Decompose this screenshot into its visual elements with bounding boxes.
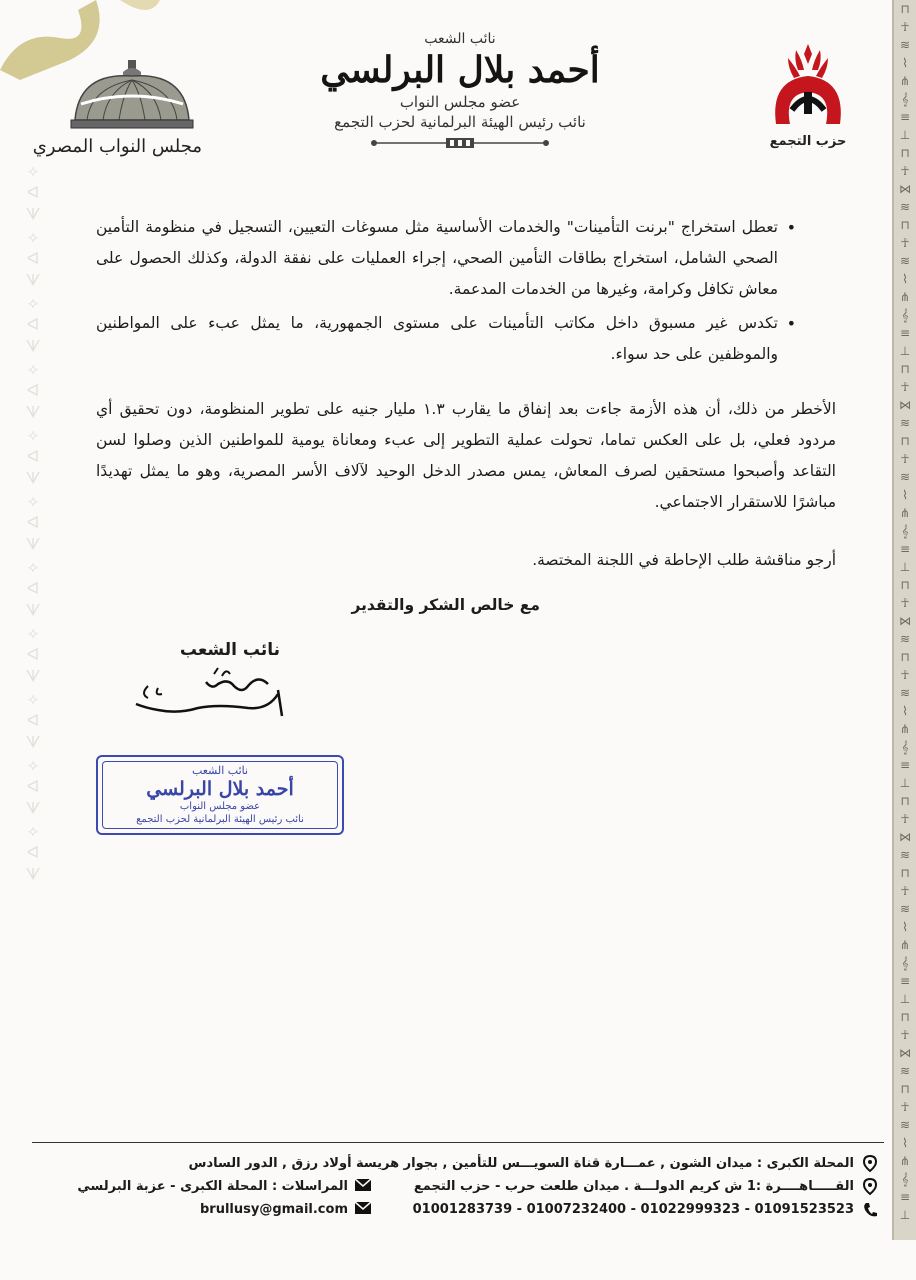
hieroglyph-glyph: ⋔ bbox=[899, 506, 911, 520]
hieroglyph-glyph: ☥ bbox=[900, 668, 910, 682]
hieroglyph-glyph: ≋ bbox=[899, 470, 911, 484]
deputy-title: نائب الشعب bbox=[424, 31, 496, 47]
hieroglyph-glyph: ⊥ bbox=[899, 776, 911, 790]
hieroglyph-glyph: 𝄞 bbox=[901, 740, 909, 754]
handwritten-signature-icon bbox=[118, 664, 288, 724]
hieroglyph-border bbox=[892, 0, 916, 1240]
hieroglyph-glyph: 𝄞 bbox=[901, 1172, 909, 1186]
list-item: • تعطل استخراج "برنت التأمينات" والخدمات الأساسية مثل مسوغات التعيين، التسجيل في منظومة التأمين الصحي الشامل، استخراج بطاقات التأمين الصحي، إجراء العمليات على نفقة الدولة، وكذلك الحصول على معاش تكافل وكرامة، وغيرها من الخدمات المدعمة. bbox=[96, 212, 796, 305]
hieroglyph-glyph: ☥ bbox=[900, 236, 910, 250]
hieroglyph-glyph: ⊥ bbox=[899, 560, 911, 574]
hieroglyph-glyph: 𝄞 bbox=[901, 308, 909, 322]
watermark-strip: ⟡ ᐊ ᗐ ⟡ ᐊ ᗐ ⟡ ᐊ ᗐ ⟡ ᐊ ᗐ ⟡ ᐊ ᗐ ⟡ ᐊ ᗐ ⟡ ᐊ ᗐ ⟡ ᐊ ᗐ ⟡ ᐊ ᗐ ⟡ ᐊ ᗐ ⟡ ᐊ ᗐ bbox=[25, 161, 41, 884]
hieroglyph-glyph: ≡ bbox=[899, 758, 911, 772]
hieroglyph-glyph: ⋔ bbox=[899, 1154, 911, 1168]
correspondence-address: المراسلات : المحلة الكبرى - عزبة البرلسي bbox=[77, 1179, 348, 1194]
hieroglyph-glyph: ☥ bbox=[900, 812, 910, 826]
footer-contacts bbox=[32, 1175, 372, 1221]
hieroglyph-glyph: ⋔ bbox=[899, 74, 911, 88]
hieroglyph-glyph: ☥ bbox=[900, 20, 910, 34]
hieroglyph-glyph: ≡ bbox=[899, 542, 911, 556]
hieroglyph-glyph: ≋ bbox=[899, 1118, 911, 1132]
stamp-line: عضو مجلس النواب bbox=[179, 801, 261, 812]
hieroglyph-glyph: ⋔ bbox=[899, 938, 911, 952]
hieroglyph-glyph: ☥ bbox=[900, 380, 910, 394]
list-item: • تكدس غير مسبوق داخل مكاتب التأمينات على مستوى الجمهورية، ما يمثل عبء على المواطنين والموظفين على حد سواء. bbox=[96, 308, 796, 370]
hieroglyph-glyph: ≋ bbox=[899, 200, 911, 214]
hieroglyph-glyph: ⊥ bbox=[899, 1208, 911, 1222]
party-name: حزب التجمع bbox=[769, 134, 847, 149]
hieroglyph-glyph: ≋ bbox=[899, 38, 911, 52]
hieroglyph-glyph: ⋔ bbox=[899, 722, 911, 736]
hieroglyph-glyph: ≡ bbox=[899, 1190, 911, 1204]
hieroglyph-glyph: ≋ bbox=[899, 686, 911, 700]
hieroglyph-glyph: ⊥ bbox=[899, 128, 911, 142]
hieroglyph-glyph: 𝄞 bbox=[901, 524, 909, 538]
ornament-divider bbox=[370, 136, 550, 150]
hieroglyph-glyph: ≋ bbox=[899, 848, 911, 862]
hieroglyph-glyph: ⊓ bbox=[900, 866, 910, 880]
bullet-list bbox=[96, 212, 796, 373]
stamp-line: نائب رئيس الهيئة البرلمانية لحزب التجمع bbox=[136, 814, 304, 825]
parliament-dome-icon bbox=[67, 58, 197, 130]
envelope-icon bbox=[354, 1178, 372, 1196]
mahalla-address: المحلة الكبرى : ميدان الشون , عمـــارة قناة السويـــس للتأمين , بجوار هريسة أولاد رزق , الدور السادس bbox=[188, 1156, 854, 1171]
cairo-address: القـــــاهــــرة :1 ش كريم الدولـــة . ميدان طلعت حرب - حزب التجمع bbox=[413, 1179, 854, 1194]
hieroglyph-glyph: ☥ bbox=[900, 596, 910, 610]
party-emblem-icon bbox=[768, 40, 848, 128]
hieroglyph-glyph: ≋ bbox=[899, 416, 911, 430]
deputy-name: أحمد بلال البرلسي bbox=[320, 49, 600, 91]
hieroglyph-glyph: ⌇ bbox=[902, 920, 908, 934]
member-title: عضو مجلس النواب bbox=[399, 93, 521, 111]
request-line: أرجو مناقشة طلب الإحاطة في اللجنة المختصة. bbox=[532, 551, 836, 569]
hieroglyph-glyph: ⋈ bbox=[899, 614, 911, 628]
hieroglyph-glyph: ⊓ bbox=[900, 362, 910, 376]
hieroglyph-glyph: ☥ bbox=[900, 452, 910, 466]
footer-row bbox=[32, 1175, 372, 1198]
hieroglyph-glyph: ⊓ bbox=[900, 794, 910, 808]
hieroglyph-glyph: ⋈ bbox=[899, 1046, 911, 1060]
hieroglyph-glyph: ≋ bbox=[899, 632, 911, 646]
phone-numbers: 01091523523 - 01022999323 - 01007232400 - 01001283739 bbox=[412, 1202, 854, 1217]
hieroglyph-glyph: ⋈ bbox=[899, 398, 911, 412]
hieroglyph-glyph: ≋ bbox=[899, 254, 911, 268]
hieroglyph-glyph: ⊓ bbox=[900, 218, 910, 232]
hieroglyph-glyph: ⊓ bbox=[900, 650, 910, 664]
hieroglyph-glyph: ≋ bbox=[899, 902, 911, 916]
hieroglyph-glyph: ☥ bbox=[900, 164, 910, 178]
hieroglyph-glyph: ⌇ bbox=[902, 704, 908, 718]
location-pin-icon bbox=[860, 1155, 878, 1173]
hieroglyph-glyph: ⊓ bbox=[900, 146, 910, 160]
hieroglyph-glyph: ☥ bbox=[900, 884, 910, 898]
hieroglyph-glyph: ≡ bbox=[899, 110, 911, 124]
hieroglyph-glyph: ⊓ bbox=[900, 1082, 910, 1096]
hieroglyph-glyph: ⊓ bbox=[900, 2, 910, 16]
hieroglyph-glyph: ⊥ bbox=[899, 992, 911, 1006]
hieroglyph-glyph: ⌇ bbox=[902, 488, 908, 502]
body-paragraph: الأخطر من ذلك، أن هذه الأزمة جاءت بعد إنفاق ما يقارب ١.٣ مليار جنيه على تطوير المنظومة، دون تحقيق أي مردود فعلي، بل على العكس تماما، تحولت عملية التطوير إلى عبء ومعاناة يومية للمواطنين الذين وصلوا لسن التقاعد وأصبحوا مستحقين لصرف المعاش، يمس مصدر الدخل الوحيد لآلاف الأسر المصرية، وهو ما يمثل تهديدًا مباشرًا للاستقرار الاجتماعي. bbox=[96, 400, 836, 511]
hieroglyph-glyph: ☥ bbox=[900, 1100, 910, 1114]
footer-row bbox=[140, 1152, 878, 1175]
hieroglyph-glyph: ⊓ bbox=[900, 578, 910, 592]
closing-line: مع خالص الشكر والتقدير bbox=[351, 596, 540, 614]
hieroglyph-glyph: ⌇ bbox=[902, 272, 908, 286]
hieroglyph-glyph: ☥ bbox=[900, 1028, 910, 1042]
hieroglyph-glyph: ⊓ bbox=[900, 434, 910, 448]
hieroglyph-glyph: ⋈ bbox=[899, 830, 911, 844]
footer-divider bbox=[32, 1142, 884, 1143]
hieroglyph-glyph: ⊓ bbox=[900, 1010, 910, 1024]
phone-icon bbox=[860, 1201, 878, 1219]
hieroglyph-glyph: ⌇ bbox=[902, 1136, 908, 1150]
stamp-line: نائب الشعب bbox=[191, 764, 249, 777]
stamp-name: أحمد بلال البرلسي bbox=[146, 778, 294, 800]
envelope-icon bbox=[354, 1201, 372, 1219]
party-logo bbox=[768, 40, 848, 152]
email-address[interactable]: brullusy@gmail.com bbox=[199, 1202, 348, 1217]
official-stamp bbox=[96, 755, 344, 835]
hieroglyph-glyph: ⌇ bbox=[902, 56, 908, 70]
location-pin-icon bbox=[860, 1178, 878, 1196]
hieroglyph-glyph: 𝄞 bbox=[901, 956, 909, 970]
parliament-logo bbox=[32, 58, 202, 168]
signature-title: نائب الشعب bbox=[179, 640, 280, 660]
letterhead bbox=[300, 30, 620, 154]
hieroglyph-glyph: ⋈ bbox=[899, 182, 911, 196]
hieroglyph-glyph: ≡ bbox=[899, 326, 911, 340]
hieroglyph-glyph: ≋ bbox=[899, 1064, 911, 1078]
council-name: مجلس النواب المصري bbox=[32, 136, 202, 157]
hieroglyph-glyph: ⊥ bbox=[899, 344, 911, 358]
footer-row bbox=[32, 1198, 372, 1221]
hieroglyph-glyph: 𝄞 bbox=[901, 92, 909, 106]
hieroglyph-glyph: ⋔ bbox=[899, 290, 911, 304]
deputy-role: نائب رئيس الهيئة البرلمانية لحزب التجمع bbox=[334, 113, 586, 131]
hieroglyph-glyph: ≡ bbox=[899, 974, 911, 988]
